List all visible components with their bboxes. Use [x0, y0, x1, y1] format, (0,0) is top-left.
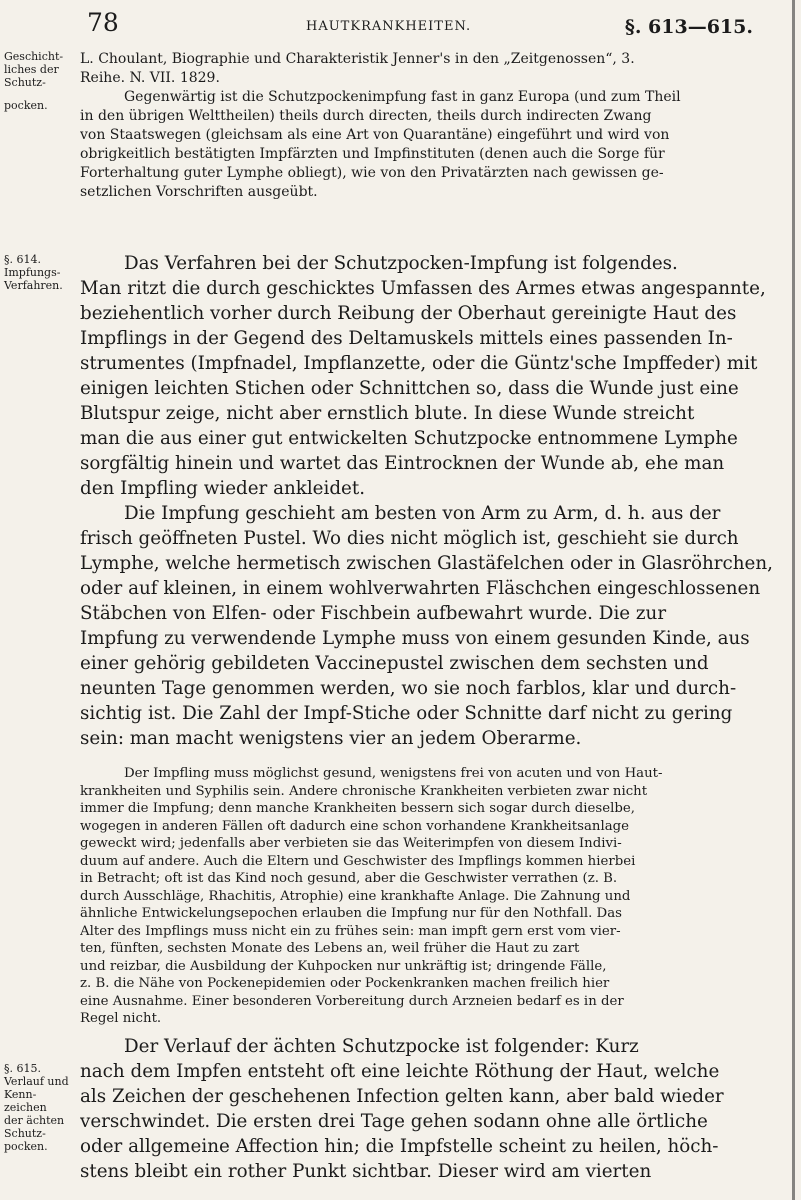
text-line: in Betracht; oft ist das Kind noch gesund, aber die Geschwister verrathen (z. B.: [80, 871, 618, 886]
margin-note-line: pocken.: [4, 1140, 48, 1153]
margin-note-615: [4, 1062, 78, 1153]
margin-note-line: §. 614.: [4, 253, 41, 266]
section-range: §. 613—615.: [624, 16, 753, 38]
text-line: als Zeichen der geschehenen Infection gelten kann, aber bald wieder: [80, 1086, 724, 1107]
margin-note-line: §. 615.: [4, 1062, 41, 1075]
text-line: Impfung zu verwendende Lymphe muss von einem gesunden Kinde, aus: [80, 628, 750, 649]
margin-note-614: [4, 253, 78, 292]
margin-note-line: pocken.: [4, 99, 48, 112]
section-615-text: [80, 1034, 776, 1184]
text-line: neunten Tage genommen werden, wo sie noch farblos, klar und durch-: [80, 678, 737, 699]
text-line: ten, fünften, sechsten Monate des Lebens an, weil früher die Haut zu zart: [80, 941, 580, 956]
text-line: Stäbchen von Elfen- oder Fischbein aufbewahrt wurde. Die zur: [80, 603, 667, 624]
page-header: [0, 6, 801, 46]
text-line: Lymphe, welche hermetisch zwischen Glastäfelchen oder in Glasröhrchen,: [80, 553, 773, 574]
margin-note-line: Verlauf und: [4, 1075, 69, 1088]
text-line: sorgfältig hinein und wartet das Eintrocknen der Wunde ab, ehe man: [80, 453, 725, 474]
text-line: den Impfling wieder ankleidet.: [80, 478, 366, 499]
text-line: einigen leichten Stichen oder Schnittchen so, dass die Wunde just eine: [80, 378, 739, 399]
text-line: einer gehörig gebildeten Vaccinepustel zwischen dem sechsten und: [80, 653, 709, 674]
text-line: eine Ausnahme. Einer besonderen Vorbereitung durch Arzneien bedarf es in der: [80, 993, 624, 1009]
margin-note-line: liches der: [4, 63, 59, 76]
text-line: z. B. die Nähe von Pockenepidemien oder Pockenkranken machen freilich hier: [80, 976, 610, 991]
text-line: Gegenwärtig ist die Schutzpockenimpfung fast in ganz Europa (und zum Theil: [124, 89, 681, 105]
text-line: immer die Impfung; denn manche Krankheiten bessern sich sogar durch dieselbe,: [80, 801, 635, 816]
text-line: duum auf andere. Auch die Eltern und Geschwister des Impflings kommen hierbei: [80, 853, 636, 869]
page-edge-rule: [792, 0, 795, 1200]
text-line: Der Verlauf der ächten Schutzpocke ist folgender: Kurz: [124, 1036, 639, 1057]
text-line: oder allgemeine Affection hin; die Impfstelle scheint zu heilen, höch-: [80, 1136, 719, 1157]
text-line: Die Impfung geschieht am besten von Arm zu Arm, d. h. aus der: [124, 503, 721, 524]
text-line: durch Ausschläge, Rhachitis, Atrophie) eine krankhafte Anlage. Die Zahnung und: [80, 888, 631, 904]
margin-note-line: Verfahren.: [4, 279, 63, 292]
text-line: von Staatswegen (gleichsam als eine Art von Quarantäne) eingeführt und wird von: [80, 127, 670, 143]
margin-note-line: Impfungs-: [4, 266, 61, 279]
text-line: Der Impfling muss möglichst gesund, wenigstens frei von acuten und von Haut-: [124, 766, 663, 781]
text-line: setzlichen Vorschriften ausgeübt.: [80, 184, 318, 200]
text-line: verschwindet. Die ersten drei Tage gehen sodann ohne alle örtliche: [80, 1111, 708, 1132]
text-line: man die aus einer gut entwickelten Schutzpocke entnommene Lymphe: [80, 428, 738, 449]
text-line: in den übrigen Welttheilen) theils durch directen, theils durch indirecten Zwang: [80, 108, 652, 124]
impfling-note: [80, 765, 776, 1028]
margin-note-line: zeichen: [4, 1101, 47, 1114]
text-line: L. Choulant, Biographie und Charakteristik Jenner's in den „Zeitgenossen“, 3.: [80, 51, 635, 67]
text-line: nach dem Impfen entsteht oft eine leichte Röthung der Haut, welche: [80, 1061, 720, 1082]
text-line: beziehentlich vorher durch Reibung der Oberhaut gereinigte Haut des: [80, 303, 737, 324]
text-line: Man ritzt die durch geschicktes Umfassen des Armes etwas angespannte,: [80, 278, 766, 299]
text-line: geweckt wird; jedenfalls aber verbieten sie das Weiterimpfen von diesem Indivi-: [80, 836, 622, 851]
text-line: sichtig ist. Die Zahl der Impf-Stiche oder Schnitte darf nicht zu gering: [80, 703, 733, 724]
running-title: HAUTKRANKHEITEN.: [306, 19, 472, 34]
literature-block: [80, 50, 776, 202]
text-line: Das Verfahren bei der Schutzpocken-Impfung ist folgendes.: [124, 253, 678, 274]
text-line: Blutspur zeige, nicht aber ernstlich blute. In diese Wunde streicht: [80, 403, 695, 424]
margin-note-geschichte: [4, 50, 78, 112]
text-line: Impflings in der Gegend des Deltamuskels mittels eines passenden In-: [80, 328, 733, 349]
margin-note-line: Kenn-: [4, 1088, 37, 1101]
text-line: ähnliche Entwickelungsepochen erlauben die Impfung nur für den Nothfall. Das: [80, 906, 622, 921]
text-line: Alter des Impflings muss nicht ein zu frühes sein: man impft gern erst vom vier-: [80, 923, 621, 939]
text-line: strumentes (Impfnadel, Impflanzette, oder die Güntz'sche Impffeder) mit: [80, 353, 758, 374]
text-line: obrigkeitlich bestätigten Impfärzten und Impfinstituten (denen auch die Sorge für: [80, 146, 665, 162]
text-line: wogegen in anderen Fällen oft dadurch eine schon vorhandene Krankheitsanlage: [80, 818, 630, 834]
text-line: stens bleibt ein rother Punkt sichtbar. Dieser wird am vierten: [80, 1161, 652, 1182]
text-line: sein: man macht wenigstens vier an jedem Oberarme.: [80, 728, 582, 749]
text-line: oder auf kleinen, in einem wohlverwahrten Fläschchen eingeschlossenen: [80, 578, 761, 599]
text-line: Reihe. N. VII. 1829.: [80, 70, 220, 86]
margin-note-line: Schutz-: [4, 1127, 46, 1140]
text-line: krankheiten und Syphilis sein. Andere chronische Krankheiten verbieten zwar nicht: [80, 783, 648, 799]
page-number: 78: [87, 8, 119, 37]
margin-note-line: Geschicht-: [4, 50, 64, 63]
text-line: frisch geöffneten Pustel. Wo dies nicht möglich ist, geschieht sie durch: [80, 528, 739, 549]
text-line: Regel nicht.: [80, 1011, 162, 1026]
margin-note-line: Schutz-: [4, 76, 46, 89]
text-line: Forterhaltung guter Lymphe obliegt), wie von den Privatärzten nach gewissen ge-: [80, 165, 664, 181]
section-614-text: [80, 251, 776, 751]
margin-note-line: der ächten: [4, 1114, 65, 1127]
text-line: und reizbar, die Ausbildung der Kuhpocken nur unkräftig ist; dringende Fälle,: [80, 958, 607, 974]
